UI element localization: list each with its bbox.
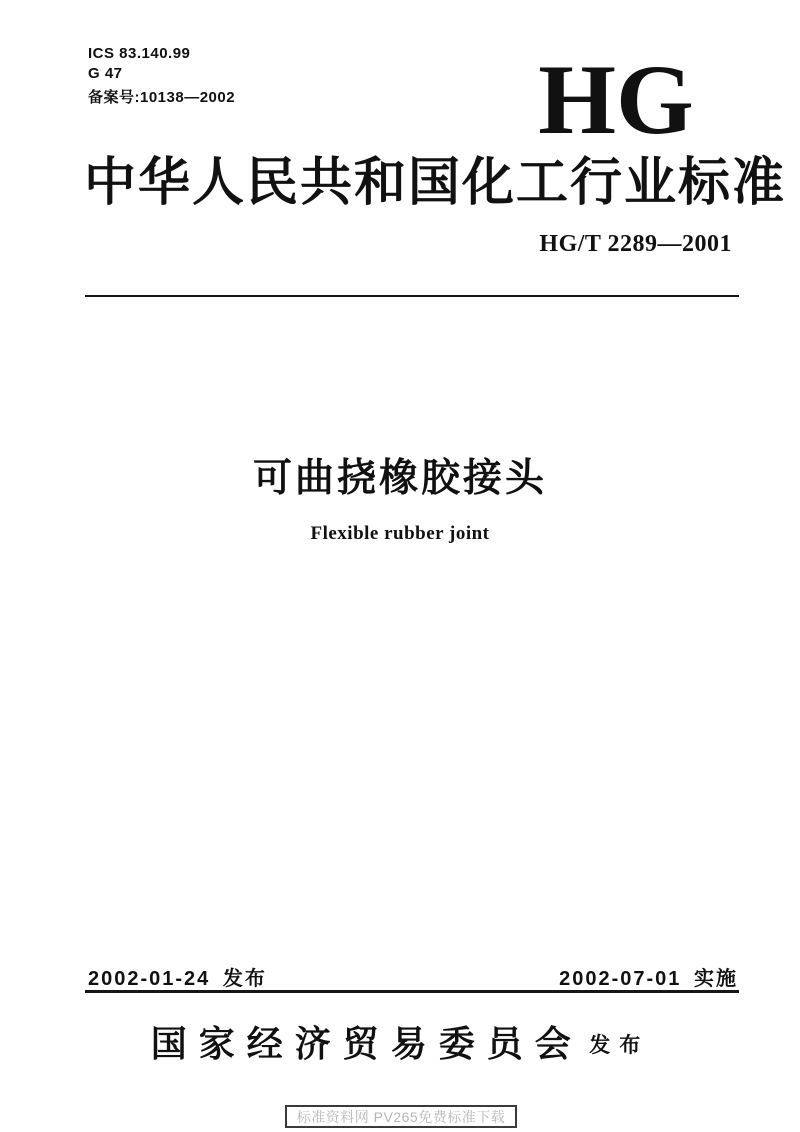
implementation-date-value: 2002-07-01 <box>559 968 682 990</box>
watermark-text: 标准资料网 PV265免费标准下载 <box>296 1108 506 1125</box>
document-title-english: Flexible rubber joint <box>310 523 490 544</box>
issue-date-line <box>88 962 267 991</box>
issuer-row <box>0 1016 800 1067</box>
standard-number: HG/T 2289—2001 <box>539 231 732 257</box>
standard-type-title: 中华人民共和国化工行业标准 <box>84 155 787 212</box>
implementation-date-label: 实施 <box>694 968 738 990</box>
hg-standard-logo: HG <box>538 44 694 155</box>
document-title-chinese: 可曲挠橡胶接头 <box>252 457 547 500</box>
meta-block <box>88 44 235 108</box>
implementation-date-line <box>559 962 738 991</box>
watermark-box <box>285 1105 517 1128</box>
issue-date-label: 发布 <box>222 968 267 990</box>
record-number: 备案号:10138—2002 <box>88 89 236 106</box>
issuer-action-label: 发布 <box>589 1034 650 1057</box>
classification-code: G 47 <box>88 65 123 82</box>
header-divider-line <box>85 295 739 297</box>
ics-code: ICS 83.140.99 <box>88 45 191 62</box>
issue-date-value: 2002-01-24 <box>88 968 211 990</box>
issuing-authority: 国家经济贸易委员会 <box>150 1024 583 1064</box>
footer-divider-line <box>85 990 739 993</box>
